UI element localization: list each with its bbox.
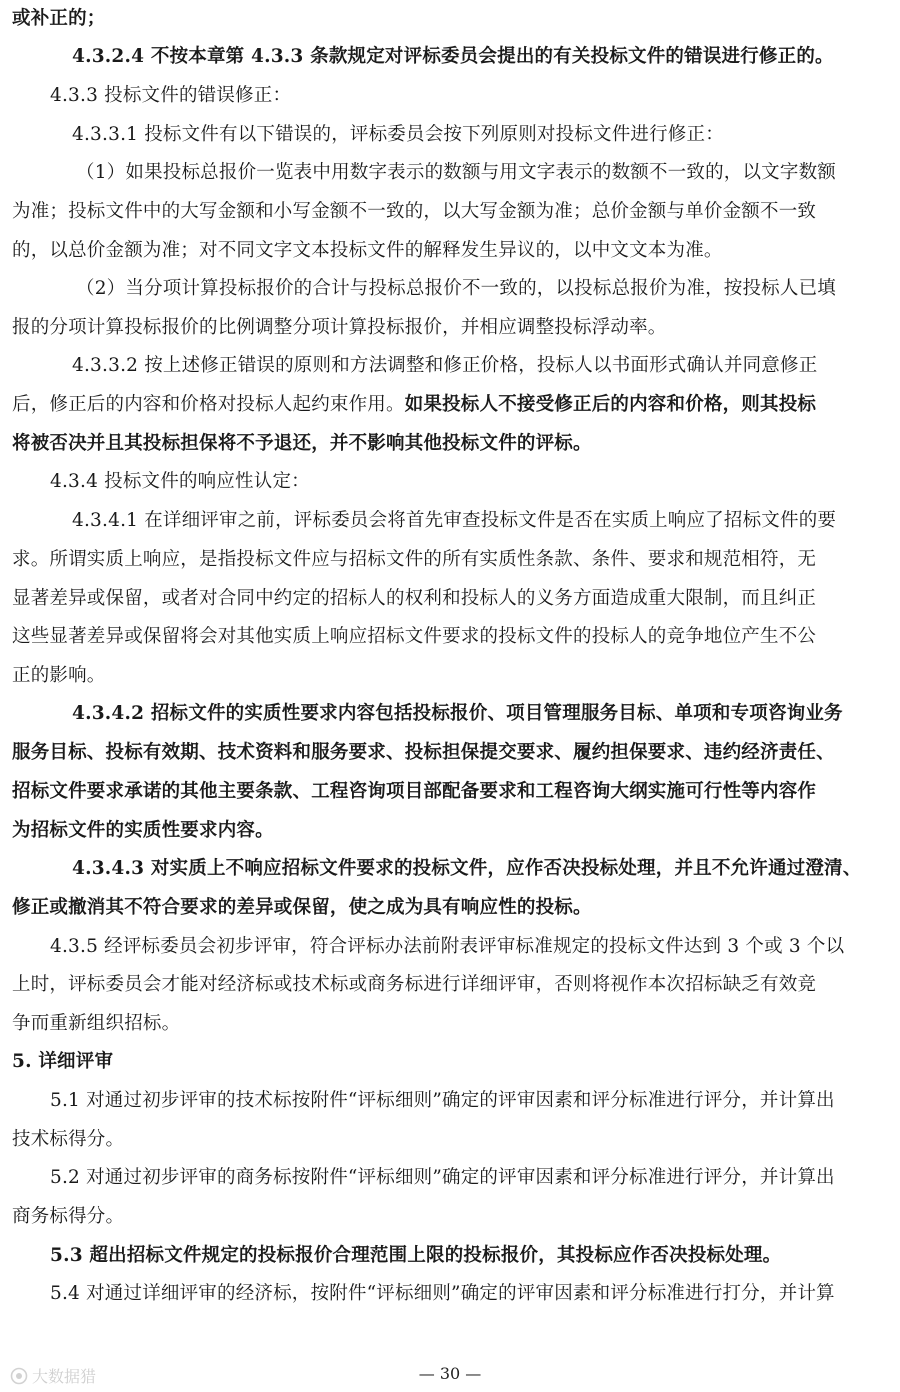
text-segment: 报的分项计算投标报价的比例调整分项计算投标报价，并相应调整投标浮动率。 bbox=[12, 317, 667, 338]
text-segment: （1）如果投标总报价一览表中用数字表示的数额与用文字表示的数额不一致的，以文字数额 bbox=[76, 162, 836, 183]
text-line bbox=[12, 199, 870, 225]
text-line bbox=[12, 315, 870, 341]
text-segment: 5.3 超出招标文件规定的投标报价合理范围上限的投标报价，其投标应作否决投标处理。 bbox=[50, 1245, 782, 1266]
text-line bbox=[12, 160, 900, 186]
text-segment: 上时，评标委员会才能对经济标或技术标或商务标进行详细评审，否则将视作本次招标缺乏有效竞 bbox=[12, 974, 817, 995]
text-segment: （2）当分项计算投标报价的合计与投标总报价不一致的，以投标总报价为准，按投标人已填 bbox=[76, 278, 836, 299]
text-segment: 商务标得分。 bbox=[12, 1206, 125, 1227]
text-segment: 4.3.5 经评标委员会初步评审，符合评标办法前附表评审标准规定的投标文件达到 3 个或 3 个以 bbox=[50, 936, 845, 957]
text-line bbox=[12, 934, 900, 960]
text-segment: 后，修正后的内容和价格对投标人起约束作用。 bbox=[12, 394, 405, 415]
text-line bbox=[12, 624, 870, 650]
text-segment: 修正或撤消其不符合要求的差异或保留，使之成为具有响应性的投标。 bbox=[12, 897, 592, 918]
text-line bbox=[12, 779, 870, 805]
text-segment: 4.3.4 投标文件的响应性认定： bbox=[50, 471, 310, 492]
text-segment: 5. 详细评审 bbox=[12, 1051, 114, 1072]
text-segment: 4.3.4.3 对实质上不响应招标文件要求的投标文件，应作否决投标处理，并且不允许通过澄清、 bbox=[72, 858, 862, 879]
text-line bbox=[12, 1011, 870, 1037]
text-segment: 招标文件要求承诺的其他主要条款、工程咨询项目部配备要求和工程咨询大纲实施可行性等内容作 bbox=[12, 781, 817, 802]
text-segment: 这些显著差异或保留将会对其他实质上响应招标文件要求的投标文件的投标人的竞争地位产生不公 bbox=[12, 626, 817, 647]
text-segment: 为招标文件的实质性要求内容。 bbox=[12, 820, 274, 841]
text-segment: 将被否决并且其投标担保将不予退还，并不影响其他投标文件的评标。 bbox=[12, 433, 592, 454]
text-line bbox=[12, 895, 870, 921]
text-segment: 5.1 对通过初步评审的技术标按附件“评标细则”确定的评审因素和评分标准进行评分，并计算出 bbox=[50, 1090, 835, 1111]
text-line bbox=[12, 740, 870, 766]
text-segment: 正的影响。 bbox=[12, 665, 106, 686]
text-segment: 或补正的； bbox=[12, 8, 106, 29]
page-number: — 30 — bbox=[418, 1364, 482, 1383]
text-segment: 4.3.3.1 投标文件有以下错误的，评标委员会按下列原则对投标文件进行修正： bbox=[72, 124, 724, 145]
text-line bbox=[12, 972, 870, 998]
text-segment: 争而重新组织招标。 bbox=[12, 1013, 181, 1034]
text-line bbox=[12, 83, 900, 109]
text-line bbox=[12, 1088, 900, 1114]
text-line bbox=[12, 508, 900, 534]
text-segment: 5.4 对通过详细评审的经济标，按附件“评标细则”确定的评审因素和评分标准进行打分，并计算 bbox=[50, 1283, 835, 1304]
text-segment: 服务目标、投标有效期、技术资料和服务要求、投标担保提交要求、履约担保要求、违约经济责任、 bbox=[12, 742, 835, 763]
text-segment: 求。所谓实质上响应，是指投标文件应与招标文件的所有实质性条款、条件、要求和规范相符，无 bbox=[12, 549, 817, 570]
text-segment: 4.3.3.2 按上述修正错误的原则和方法调整和修正价格，投标人以书面形式确认并同意修正 bbox=[72, 355, 818, 376]
text-segment: 显著差异或保留，或者对合同中约定的招标人的权利和投标人的义务方面造成重大限制，而且纠正 bbox=[12, 588, 817, 609]
text-segment: 为准；投标文件中的大写金额和小写金额不一致的，以大写金额为准；总价金额与单价金额不一致 bbox=[12, 201, 817, 222]
text-line bbox=[12, 6, 870, 32]
text-segment: 5.2 对通过初步评审的商务标按附件“评标细则”确定的评审因素和评分标准进行评分，并计算出 bbox=[50, 1167, 835, 1188]
text-line bbox=[12, 663, 870, 689]
text-segment: 4.3.2.4 不按本章第 4.3.3 条款规定对评标委员会提出的有关投标文件的错误进行修正的。 bbox=[72, 46, 834, 67]
text-line bbox=[12, 238, 870, 264]
text-line bbox=[12, 469, 900, 495]
text-segment: 4.3.4.1 在详细评审之前，评标委员会将首先审查投标文件是否在实质上响应了招标文件的要 bbox=[72, 510, 837, 531]
text-segment: 技术标得分。 bbox=[12, 1129, 125, 1150]
text-segment: 的，以总价金额为准；对不同文字文本投标文件的解释发生异议的，以中文文本为准。 bbox=[12, 240, 723, 261]
text-segment: 4.3.3 投标文件的错误修正： bbox=[50, 85, 292, 106]
text-line bbox=[12, 353, 900, 379]
text-line bbox=[12, 547, 870, 573]
text-line bbox=[12, 1127, 870, 1153]
text-line bbox=[12, 1281, 900, 1307]
text-line bbox=[12, 586, 870, 612]
text-line bbox=[12, 818, 870, 844]
text-line bbox=[12, 122, 900, 148]
text-segment: 如果投标人不接受修正后的内容和价格，则其投标 bbox=[404, 394, 817, 415]
text-line bbox=[12, 856, 900, 882]
text-line bbox=[12, 392, 870, 418]
text-line bbox=[12, 1049, 870, 1075]
text-line bbox=[12, 1165, 900, 1191]
text-line bbox=[12, 44, 900, 70]
text-line bbox=[12, 1243, 900, 1269]
text-line bbox=[12, 276, 900, 302]
watermark-text: 大数据猎 bbox=[32, 1367, 97, 1386]
text-line bbox=[12, 701, 900, 727]
text-segment: 4.3.4.2 招标文件的实质性要求内容包括投标报价、项目管理服务目标、单项和专项咨询业务 bbox=[72, 703, 843, 724]
text-line bbox=[12, 1204, 870, 1230]
text-line bbox=[12, 431, 870, 457]
